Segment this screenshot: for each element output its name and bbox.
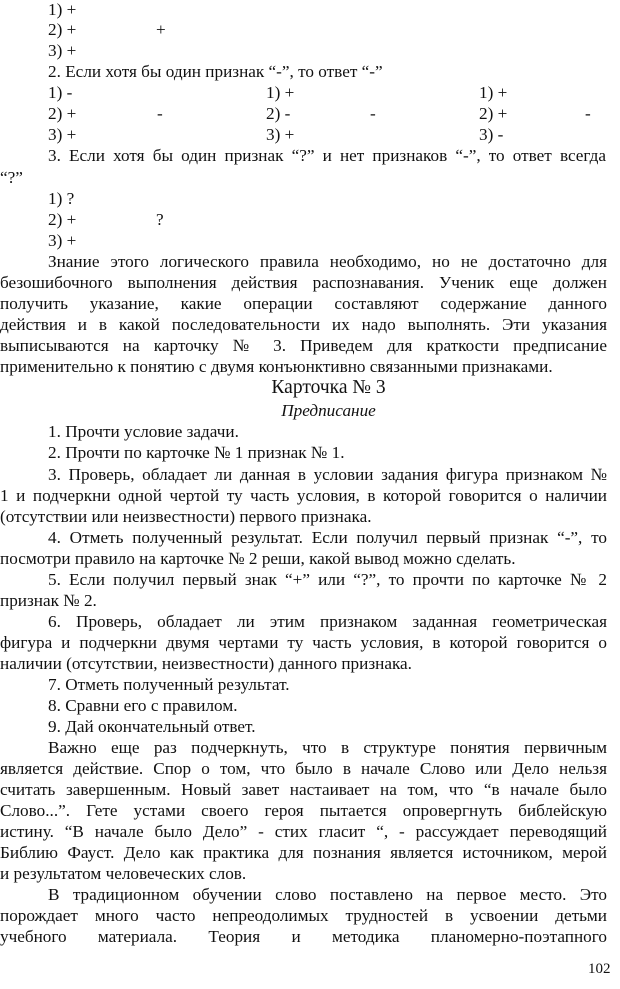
rule2-col3-row1: 1) + — [479, 83, 508, 102]
para1-line: выписываются на карточку № 3. Приведем для краткости предписание — [0, 336, 607, 355]
rule2-col1-row3: 3) + — [48, 125, 77, 144]
step-7: 7. Отметь полученный результат. — [48, 675, 290, 694]
rule2-col2-row2: 2) - — [266, 104, 291, 123]
step-3-line1: 3. Проверь, обладает ли данная в условии задания фигура признаком № — [48, 465, 607, 484]
para2-line: Слово...”. Гете устами своего героя пытается опровергнуть библейскую — [0, 801, 607, 820]
para2-line: и результатом человеческих слов. — [0, 864, 247, 883]
para1-line: Знание этого логического правила необходимо, но не достаточно для — [48, 252, 607, 271]
step-6-line3: наличии (отсутствии, неизвестности) данного признака. — [0, 654, 412, 673]
rule2-col2-result: - — [370, 104, 376, 123]
step-5-line1: 5. Если получил первый знак “+” или “?”, то прочти по карточке № 2 — [48, 570, 607, 589]
para3-line: учебного материала. Теория и методика планомерно-поэтапного — [0, 927, 607, 946]
rule2-col3-row3: 3) - — [479, 125, 504, 144]
para2-line: истину. “В начале было Дело” - стих гласит “, - рассуждает переводящий — [0, 822, 607, 841]
rule2-col2-row1: 1) + — [266, 83, 295, 102]
para3-line: порождает много часто непреодолимых трудностей в усвоении детьми — [0, 906, 607, 925]
step-8: 8. Сравни его с правилом. — [48, 696, 238, 715]
rule2-heading: 2. Если хотя бы один признак “-”, то ответ “-” — [48, 62, 383, 81]
rule1-case-3: 3) + — [48, 41, 77, 60]
para2-line: считать завершенным. Новый завет настаивает на том, что “в начале было — [0, 780, 607, 799]
step-2: 2. Прочти по карточке № 1 признак № 1. — [48, 443, 345, 462]
rule2-col2-row3: 3) + — [266, 125, 295, 144]
step-6-line2: фигура и подчеркни двумя чертами ту часть условия, в которой говорится о — [0, 633, 607, 652]
step-5-line2: признак № 2. — [0, 591, 97, 610]
rule2-col1-row1: 1) - — [48, 83, 73, 102]
rule3-heading-line2: “?” — [0, 168, 23, 187]
rule3-case-2: 2) + — [48, 210, 77, 229]
step-9: 9. Дай окончательный ответ. — [48, 717, 256, 736]
rule3-heading-line1: 3. Если хотя бы один признак “?” и нет признаков “-”, то ответ всегда — [48, 146, 606, 165]
step-6-line1: 6. Проверь, обладает ли этим признаком заданная геометрическая — [48, 612, 607, 631]
rule2-col1-row2: 2) + — [48, 104, 77, 123]
step-4-line1: 4. Отметь полученный результат. Если получил первый признак “-”, то — [48, 528, 607, 547]
rule3-case-1: 1) ? — [48, 189, 75, 208]
para1-line: получить указание, какие операции составляют содержание данного — [0, 294, 607, 313]
card-title: Карточка № 3 — [271, 377, 386, 398]
para3-line: В традиционном обучении слово поставлено на первое место. Это — [48, 885, 607, 904]
rule3-case-2-result: ? — [156, 210, 164, 229]
rule3-case-3: 3) + — [48, 231, 77, 250]
step-3-line3: (отсутствии или неизвестности) первого признака. — [0, 507, 372, 526]
page-number: 102 — [588, 961, 611, 977]
para2-line: Библию Фауст. Дело как практика для познания является источником, мерой — [0, 843, 607, 862]
rule2-col3-row2: 2) + — [479, 104, 508, 123]
para1-line: применительно к понятию с двумя конъюнктивно связанными признаками. — [0, 357, 553, 376]
para2-line: является действие. Спор о том, что было в начале Слово или Дело нельзя — [0, 759, 607, 778]
rule1-case-2-result: + — [156, 20, 166, 39]
rule1-case-1: 1) + — [48, 0, 77, 19]
para1-line: безошибочного выполнения действия распознавания. Ученик еще должен — [0, 273, 607, 292]
rule2-col1-result: - — [157, 104, 163, 123]
para2-line: Важно еще раз подчеркнуть, что в структуре понятия первичным — [48, 738, 607, 757]
step-3-line2: 1 и подчеркни одной чертой ту часть условия, в которой говорится о наличии — [0, 486, 607, 505]
rule2-col3-result: - — [585, 104, 591, 123]
step-4-line2: посмотри правило на карточке № 2 реши, какой вывод можно сделать. — [0, 549, 516, 568]
rule1-case-2: 2) + — [48, 20, 77, 39]
card-subtitle: Предписание — [281, 401, 376, 420]
para1-line: действия и в какой последовательности их надо выполнять. Эти указания — [0, 315, 607, 334]
step-1: 1. Прочти условие задачи. — [48, 422, 239, 441]
